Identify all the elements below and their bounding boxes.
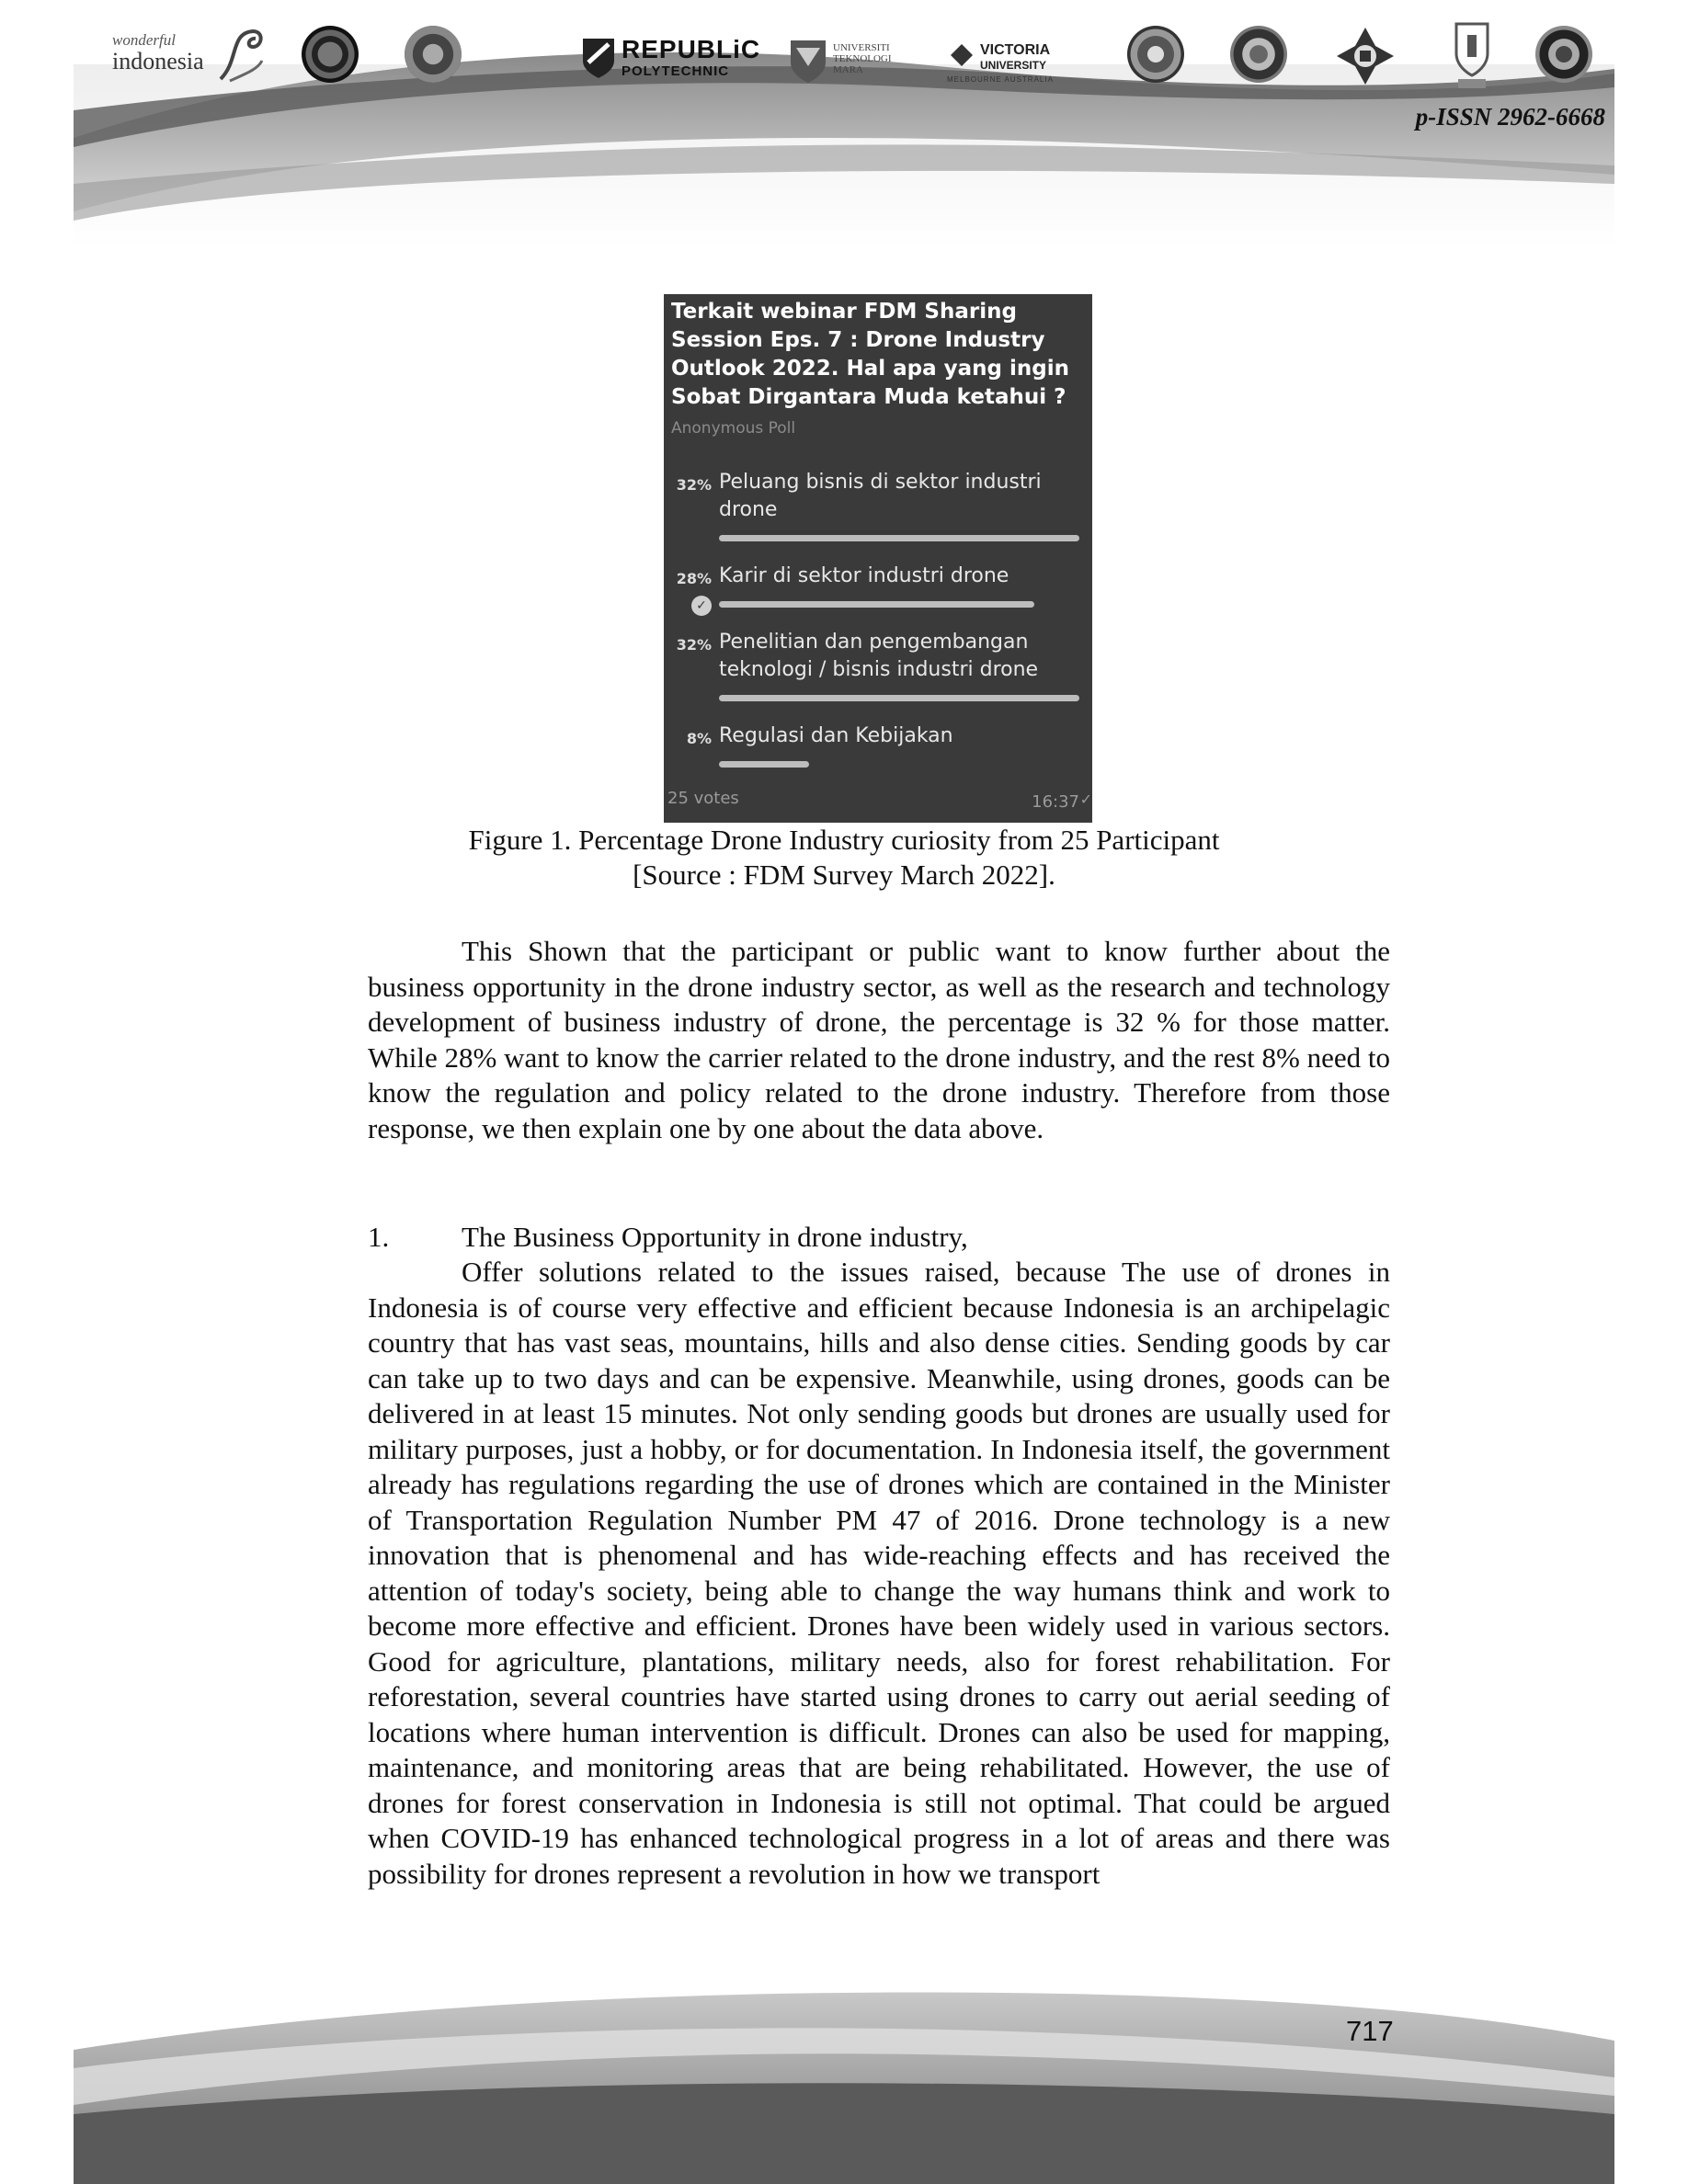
uitm-crest-icon xyxy=(789,35,827,85)
selected-check-icon: ✓ xyxy=(691,596,712,616)
logo-text: POLYTECHNIC xyxy=(622,63,730,79)
logo-text: TEKNOLOGI xyxy=(833,53,892,64)
poll-option-percent: 28% xyxy=(676,570,712,587)
poll-option xyxy=(664,629,1092,721)
figure-source: [Source : FDM Survey March 2022]. xyxy=(633,859,1055,891)
logo-text: MELBOURNE AUSTRALIA xyxy=(947,75,1054,84)
uitm-logo xyxy=(789,35,899,86)
republic-shield-icon xyxy=(581,35,616,79)
victoria-university-logo xyxy=(947,35,1066,84)
poll-timestamp: 16:37 xyxy=(1032,792,1079,812)
poll-option-label: Regulasi dan Kebijakan xyxy=(719,724,953,747)
figure-caption: Figure 1. Percentage Drone Industry curiosity from 25 Participant xyxy=(468,824,1220,856)
poll-option-bar xyxy=(719,695,1079,701)
poll-question: Terkait webinar FDM Sharing Session Eps. 7 : Drone Industry Outlook 2022. Hal apa yang ingin Sobat Dirgantara Muda ketahui ? xyxy=(671,300,1069,409)
poll-option-percent: 8% xyxy=(686,730,712,747)
university-seal-icon xyxy=(1230,26,1287,83)
body-paragraph: Offer solutions related to the issues raised, because The use of drones in Indonesia is of course very effective and efficient because Indonesia is an archipelagic country that has vast seas, mountains, hills and also dense cities. Sending goods by car can take up to two days and can be expensive. Meanwhile, using drones, goods can be delivered in at least 15 minutes. Not only sending goods but drones are usually used for military purposes, just a hobby, or for documentation. In Indonesia itself, the government already has regulations regarding the use of drones which are contained in the Minister of Transportation Regulation Number PM 47 of 2016. Drone technology is a new innovation that is phenomenal and has wide-reaching effects and has received the attention of today's society, being able to change the way humans think and work to become more effective and efficient. Drones have been widely used in various sectors. Good for agriculture, plantations, military needs, also for forest rehabilitation. For reforestation, several countries have started using drones to carry out aerial seeding of locations where human intervention is difficult. Drones can also be used for mapping, maintenance, and monitoring areas that are being rehabilitated. However, the use of drones for forest conservation in Indonesia is still not optimal. That could be argued when COVID-19 has enhanced technological progress in a lot of areas and there was possibility for drones represent a revolution in how we transport xyxy=(368,1256,1390,1890)
university-seal-icon xyxy=(1535,26,1592,83)
logo-text: wonderful xyxy=(112,31,176,49)
logo-text: REPUBLiC xyxy=(622,35,761,63)
poll-votes-count: 25 votes xyxy=(667,789,739,808)
poll-option-percent: 32% xyxy=(676,636,712,654)
university-seal-icon xyxy=(1127,26,1184,83)
issn-number: p-ISSN 2962-6668 xyxy=(1415,103,1605,131)
logo-text: VICTORIA xyxy=(980,42,1051,58)
diamond-icon xyxy=(949,42,975,68)
logo-text: UNIVERSITY xyxy=(980,59,1047,72)
poll-option xyxy=(664,469,1092,561)
poll-option-percent: 32% xyxy=(676,476,712,494)
section-title: The Business Opportunity in drone industry, xyxy=(462,1221,968,1253)
body-paragraph xyxy=(368,934,1390,1146)
logo-text: MARA xyxy=(833,64,864,75)
wonderful-indonesia-logo xyxy=(101,24,267,88)
swirl-icon xyxy=(211,24,267,88)
page-number: 717 xyxy=(1346,2015,1394,2047)
poll-type-label: Anonymous Poll xyxy=(671,419,796,438)
poll-option-bar xyxy=(719,601,1034,608)
page-header xyxy=(0,0,1688,248)
poll-option-bar xyxy=(719,761,809,768)
poll-option-label: Karir di sektor industri drone xyxy=(719,564,1009,587)
shield-crest-icon xyxy=(1449,20,1495,94)
poll-option-label: Penelitian dan pengembangan teknologi / bisnis industri drone xyxy=(719,631,1039,681)
footer-wave-decoration xyxy=(0,1930,1688,2184)
logo-text: UNIVERSITI xyxy=(833,42,890,53)
page-footer xyxy=(0,1930,1688,2184)
republic-polytechnic-logo xyxy=(581,35,761,81)
sent-check-icon: ✓ xyxy=(1079,791,1092,808)
section-number: 1. xyxy=(368,1221,390,1253)
ministry-seal-icon xyxy=(302,26,359,83)
paragraph-text: This Shown that the participant or public want to know further about the business opportunity in the drone industry sector, as well as the research and technology development of business industry of drone, the percentage is 32 % for those matter. While 28% want to know the carrier related to the drone industry, and the rest 8% need to know the regulation and policy related to the drone industry. Therefore from those response, we then explain one by one about the data above. xyxy=(368,935,1390,1144)
compass-logo-icon xyxy=(1333,24,1397,88)
uitm-text xyxy=(833,42,892,75)
poll-option xyxy=(664,563,1092,627)
logo-text: indonesia xyxy=(112,48,204,74)
partner-logos xyxy=(0,17,1688,99)
poll-option-bar xyxy=(719,535,1079,541)
poll-screenshot-figure xyxy=(664,294,1092,823)
poll-option xyxy=(664,722,1092,778)
poll-option-label: Peluang bisnis di sektor industri drone xyxy=(719,471,1042,521)
university-seal-icon xyxy=(405,26,462,83)
